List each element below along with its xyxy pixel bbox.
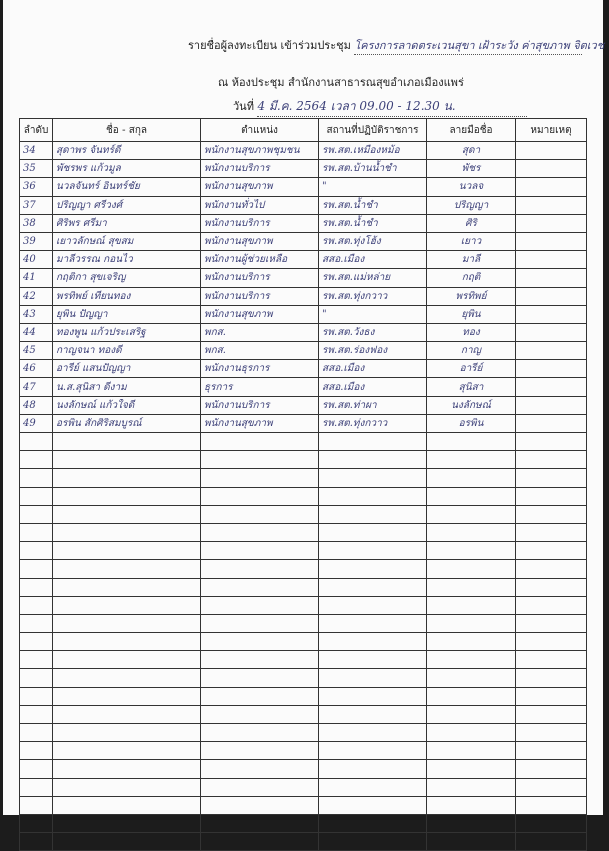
empty-cell	[319, 742, 427, 760]
empty-cell	[427, 760, 516, 778]
row-position: พนักงานผู้ช่วยเหลือ	[201, 251, 319, 269]
row-remarks	[516, 142, 587, 160]
empty-cell	[53, 687, 201, 705]
row-position: พกส.	[201, 323, 319, 341]
empty-cell	[53, 542, 201, 560]
empty-cell	[427, 451, 516, 469]
empty-cell	[20, 796, 53, 814]
empty-cell	[201, 778, 319, 796]
empty-cell	[20, 451, 53, 469]
empty-cell	[319, 651, 427, 669]
empty-cell	[53, 796, 201, 814]
empty-cell	[427, 433, 516, 451]
row-position: พนักงานบริการ	[201, 287, 319, 305]
table-row	[20, 269, 587, 287]
empty-cell	[20, 724, 53, 742]
empty-cell	[427, 742, 516, 760]
table-row	[20, 196, 587, 214]
empty-cell	[516, 614, 587, 632]
row-position: พนักงานสุขภาพ	[201, 232, 319, 250]
empty-cell	[53, 705, 201, 723]
empty-cell	[427, 523, 516, 541]
row-position: พนักงานธุรการ	[201, 360, 319, 378]
empty-cell	[516, 542, 587, 560]
empty-cell	[319, 633, 427, 651]
row-workplace: รพ.สต.ทุ่งกวาว	[319, 414, 427, 432]
table-row	[20, 232, 587, 250]
empty-row	[20, 487, 587, 505]
empty-cell	[319, 614, 427, 632]
row-remarks	[516, 396, 587, 414]
empty-cell	[516, 578, 587, 596]
row-position: พนักงานบริการ	[201, 269, 319, 287]
empty-cell	[201, 505, 319, 523]
empty-cell	[20, 651, 53, 669]
row-name: ยุพิน ปัญญา	[53, 305, 201, 323]
empty-cell	[20, 614, 53, 632]
empty-cell	[20, 669, 53, 687]
row-workplace: รพ.สต.แม่หล่าย	[319, 269, 427, 287]
empty-cell	[201, 833, 319, 851]
empty-cell	[516, 633, 587, 651]
table-header-row	[20, 119, 587, 142]
row-name: พรทิพย์ เทียนทอง	[53, 287, 201, 305]
empty-row	[20, 687, 587, 705]
empty-cell	[53, 487, 201, 505]
row-name: อารีย์ แสนปัญญา	[53, 360, 201, 378]
empty-row	[20, 778, 587, 796]
row-name: ทองพูน แก้วประเสริฐ	[53, 323, 201, 341]
row-signature: สุดา	[427, 142, 516, 160]
header-line-venue	[218, 73, 464, 91]
empty-cell	[201, 633, 319, 651]
empty-cell	[201, 724, 319, 742]
empty-cell	[427, 596, 516, 614]
row-signature: นวลจ	[427, 178, 516, 196]
empty-cell	[427, 687, 516, 705]
empty-row	[20, 578, 587, 596]
empty-row	[20, 542, 587, 560]
row-remarks	[516, 178, 587, 196]
empty-row	[20, 523, 587, 541]
empty-cell	[319, 833, 427, 851]
row-position: พนักงานสุขภาพ	[201, 305, 319, 323]
attendance-table	[19, 118, 587, 851]
row-name: อรพิน สักศิริสมบูรณ์	[53, 414, 201, 432]
row-remarks	[516, 160, 587, 178]
empty-cell	[201, 687, 319, 705]
row-remarks	[516, 287, 587, 305]
row-remarks	[516, 360, 587, 378]
row-name: มาลีวรรณ กอนไว	[53, 251, 201, 269]
empty-cell	[20, 760, 53, 778]
table-row	[20, 342, 587, 360]
empty-row	[20, 596, 587, 614]
empty-cell	[427, 705, 516, 723]
row-workplace: "	[319, 305, 427, 323]
empty-cell	[319, 560, 427, 578]
row-workplace: รพ.สต.น้ำชำ	[319, 196, 427, 214]
empty-cell	[201, 760, 319, 778]
empty-cell	[319, 433, 427, 451]
row-position: พนักงานสุขภาพ	[201, 414, 319, 432]
row-number: 48	[20, 396, 53, 414]
row-workplace: สสอ.เมือง	[319, 360, 427, 378]
empty-cell	[53, 778, 201, 796]
empty-cell	[427, 651, 516, 669]
empty-row	[20, 796, 587, 814]
empty-cell	[516, 760, 587, 778]
row-remarks	[516, 323, 587, 341]
venue-label: ณ ห้องประชุม สำนักงานสาธารณสุขอำเภอเมืองแพร่	[218, 76, 464, 89]
empty-cell	[319, 451, 427, 469]
empty-cell	[53, 596, 201, 614]
empty-cell	[201, 814, 319, 832]
row-signature: มาลี	[427, 251, 516, 269]
empty-row	[20, 742, 587, 760]
row-signature: กฤติ	[427, 269, 516, 287]
empty-cell	[427, 633, 516, 651]
empty-cell	[319, 778, 427, 796]
empty-cell	[20, 433, 53, 451]
row-workplace: "	[319, 178, 427, 196]
empty-cell	[53, 669, 201, 687]
empty-cell	[53, 742, 201, 760]
row-signature: ศิริ	[427, 214, 516, 232]
empty-cell	[319, 523, 427, 541]
empty-cell	[20, 633, 53, 651]
row-name: กาญจนา ทองดี	[53, 342, 201, 360]
empty-cell	[20, 778, 53, 796]
row-remarks	[516, 305, 587, 323]
empty-cell	[20, 687, 53, 705]
empty-cell	[319, 669, 427, 687]
empty-cell	[53, 560, 201, 578]
empty-cell	[516, 560, 587, 578]
empty-cell	[20, 596, 53, 614]
empty-cell	[516, 487, 587, 505]
empty-row	[20, 614, 587, 632]
empty-cell	[427, 814, 516, 832]
empty-cell	[201, 542, 319, 560]
empty-cell	[516, 724, 587, 742]
empty-cell	[516, 796, 587, 814]
row-number: 46	[20, 360, 53, 378]
empty-row	[20, 560, 587, 578]
empty-cell	[319, 814, 427, 832]
table-row	[20, 323, 587, 341]
empty-cell	[427, 560, 516, 578]
empty-cell	[53, 833, 201, 851]
empty-cell	[516, 742, 587, 760]
col-header-workplace: สถานที่ปฏิบัติราชการ	[319, 119, 427, 142]
row-workplace: รพ.สต.วังธง	[319, 323, 427, 341]
empty-cell	[516, 451, 587, 469]
empty-cell	[427, 578, 516, 596]
row-position: พนักงานบริการ	[201, 160, 319, 178]
row-number: 41	[20, 269, 53, 287]
empty-cell	[20, 523, 53, 541]
empty-cell	[319, 505, 427, 523]
empty-cell	[53, 451, 201, 469]
table-row	[20, 414, 587, 432]
row-number: 38	[20, 214, 53, 232]
empty-cell	[319, 796, 427, 814]
row-signature: ปริญญา	[427, 196, 516, 214]
empty-cell	[427, 505, 516, 523]
header-line-meeting	[188, 36, 605, 55]
row-number: 37	[20, 196, 53, 214]
row-remarks	[516, 378, 587, 396]
col-header-name: ชื่อ - สกุล	[53, 119, 201, 142]
empty-row	[20, 814, 587, 832]
empty-cell	[516, 833, 587, 851]
empty-cell	[319, 596, 427, 614]
empty-cell	[53, 651, 201, 669]
row-workplace: รพ.สต.ทุ่งกวาว	[319, 287, 427, 305]
empty-cell	[427, 487, 516, 505]
empty-cell	[319, 487, 427, 505]
row-signature: ทอง	[427, 323, 516, 341]
row-name: เยาวลักษณ์ สุขสม	[53, 232, 201, 250]
empty-cell	[319, 469, 427, 487]
empty-cell	[427, 796, 516, 814]
row-remarks	[516, 414, 587, 432]
empty-cell	[53, 814, 201, 832]
empty-cell	[201, 742, 319, 760]
col-header-position: ตำแหน่ง	[201, 119, 319, 142]
table-row	[20, 287, 587, 305]
empty-cell	[201, 669, 319, 687]
empty-cell	[53, 578, 201, 596]
row-signature: พรทิพย์	[427, 287, 516, 305]
row-position: พนักงานทั่วไป	[201, 196, 319, 214]
row-number: 43	[20, 305, 53, 323]
col-header-number: ลำดับ	[20, 119, 53, 142]
table-row	[20, 378, 587, 396]
empty-cell	[53, 469, 201, 487]
empty-cell	[201, 705, 319, 723]
empty-cell	[201, 796, 319, 814]
row-name: กฤติกา สุขเจริญ	[53, 269, 201, 287]
empty-cell	[427, 542, 516, 560]
empty-row	[20, 433, 587, 451]
empty-cell	[516, 505, 587, 523]
empty-cell	[201, 469, 319, 487]
row-number: 47	[20, 378, 53, 396]
empty-cell	[53, 433, 201, 451]
empty-cell	[53, 505, 201, 523]
row-workplace: รพ.สต.ท่าผา	[319, 396, 427, 414]
empty-cell	[20, 542, 53, 560]
empty-cell	[319, 705, 427, 723]
row-remarks	[516, 269, 587, 287]
empty-cell	[427, 778, 516, 796]
table-row	[20, 251, 587, 269]
row-remarks	[516, 251, 587, 269]
meeting-title: โครงการลาดตระเวนสุขา เฝ้าระวัง ค่าสุขภาพ จิตเวช	[354, 36, 582, 55]
row-workplace: รพ.สต.บ้านน้ำชำ	[319, 160, 427, 178]
table-row	[20, 160, 587, 178]
table-body	[20, 142, 587, 851]
empty-row	[20, 833, 587, 851]
empty-cell	[53, 614, 201, 632]
row-name: นงลักษณ์ แก้วใจดี	[53, 396, 201, 414]
table-row	[20, 214, 587, 232]
empty-cell	[427, 614, 516, 632]
row-number: 34	[20, 142, 53, 160]
registration-sheet	[3, 0, 603, 815]
empty-cell	[20, 814, 53, 832]
row-number: 35	[20, 160, 53, 178]
empty-row	[20, 724, 587, 742]
empty-cell	[516, 469, 587, 487]
row-name: น.ส.สุนิสา ดีงาม	[53, 378, 201, 396]
row-position: ธุรการ	[201, 378, 319, 396]
empty-cell	[20, 469, 53, 487]
empty-row	[20, 705, 587, 723]
empty-cell	[20, 833, 53, 851]
empty-cell	[516, 814, 587, 832]
row-number: 42	[20, 287, 53, 305]
empty-cell	[427, 669, 516, 687]
row-number: 36	[20, 178, 53, 196]
row-workplace: รพ.สต.น้ำชำ	[319, 214, 427, 232]
empty-cell	[516, 705, 587, 723]
meeting-label: รายชื่อผู้ลงทะเบียน เข้าร่วมประชุม	[188, 39, 351, 52]
empty-cell	[201, 433, 319, 451]
empty-cell	[319, 687, 427, 705]
table-row	[20, 178, 587, 196]
empty-cell	[53, 760, 201, 778]
row-position: พนักงานบริการ	[201, 396, 319, 414]
table-row	[20, 305, 587, 323]
empty-cell	[201, 451, 319, 469]
row-signature: กาญ	[427, 342, 516, 360]
row-workplace: รพ.สต.เหมืองหม้อ	[319, 142, 427, 160]
row-signature: ยุพิน	[427, 305, 516, 323]
row-position: พนักงานสุขภาพชุมชน	[201, 142, 319, 160]
empty-cell	[201, 651, 319, 669]
empty-row	[20, 505, 587, 523]
row-number: 40	[20, 251, 53, 269]
row-number: 39	[20, 232, 53, 250]
row-name: ปริญญา ศรีวงศ์	[53, 196, 201, 214]
empty-cell	[319, 542, 427, 560]
empty-row	[20, 760, 587, 778]
row-workplace: รพ.สต.ทุ่งโฮ้ง	[319, 232, 427, 250]
col-header-signature: ลายมือชื่อ	[427, 119, 516, 142]
empty-row	[20, 669, 587, 687]
row-signature: สุนิสา	[427, 378, 516, 396]
empty-cell	[201, 578, 319, 596]
row-name: ศิริพร ศรีมา	[53, 214, 201, 232]
empty-cell	[427, 724, 516, 742]
row-number: 49	[20, 414, 53, 432]
empty-cell	[53, 523, 201, 541]
empty-cell	[20, 505, 53, 523]
empty-row	[20, 469, 587, 487]
row-position: พกส.	[201, 342, 319, 360]
empty-cell	[427, 469, 516, 487]
row-name: นวลจันทร์ อินทร์ชัย	[53, 178, 201, 196]
empty-cell	[20, 742, 53, 760]
empty-cell	[516, 651, 587, 669]
row-remarks	[516, 214, 587, 232]
empty-cell	[53, 633, 201, 651]
empty-cell	[516, 433, 587, 451]
row-remarks	[516, 342, 587, 360]
row-remarks	[516, 196, 587, 214]
empty-cell	[20, 560, 53, 578]
row-workplace: สสอ.เมือง	[319, 378, 427, 396]
row-signature: อรพิน	[427, 414, 516, 432]
date-time-value: 4 มี.ค. 2564 เวลา 09.00 - 12.30 น.	[257, 97, 527, 117]
table-row	[20, 142, 587, 160]
table-row	[20, 396, 587, 414]
empty-cell	[319, 760, 427, 778]
row-signature: นงลักษณ์	[427, 396, 516, 414]
empty-cell	[516, 778, 587, 796]
empty-cell	[516, 596, 587, 614]
empty-cell	[201, 614, 319, 632]
empty-cell	[20, 578, 53, 596]
row-signature: อารีย์	[427, 360, 516, 378]
empty-cell	[319, 724, 427, 742]
empty-cell	[516, 687, 587, 705]
empty-row	[20, 633, 587, 651]
row-number: 45	[20, 342, 53, 360]
empty-cell	[427, 833, 516, 851]
col-header-remarks: หมายเหตุ	[516, 119, 587, 142]
table-row	[20, 360, 587, 378]
empty-cell	[201, 487, 319, 505]
header-line-date	[233, 97, 527, 117]
row-position: พนักงานสุขภาพ	[201, 178, 319, 196]
row-position: พนักงานบริการ	[201, 214, 319, 232]
empty-cell	[319, 578, 427, 596]
date-label: วันที่	[233, 100, 254, 113]
row-workplace: รพ.สต.ร่องฟอง	[319, 342, 427, 360]
empty-cell	[201, 560, 319, 578]
row-name: สุดาพร จันทร์ดี	[53, 142, 201, 160]
empty-row	[20, 451, 587, 469]
row-workplace: สสอ.เมือง	[319, 251, 427, 269]
row-number: 44	[20, 323, 53, 341]
empty-cell	[20, 705, 53, 723]
row-remarks	[516, 232, 587, 250]
empty-cell	[201, 596, 319, 614]
row-signature: พัชร	[427, 160, 516, 178]
empty-cell	[516, 669, 587, 687]
row-signature: เยาว	[427, 232, 516, 250]
empty-cell	[53, 724, 201, 742]
row-name: พัชรพร แก้วมูล	[53, 160, 201, 178]
empty-cell	[201, 523, 319, 541]
empty-row	[20, 651, 587, 669]
empty-cell	[516, 523, 587, 541]
empty-cell	[20, 487, 53, 505]
